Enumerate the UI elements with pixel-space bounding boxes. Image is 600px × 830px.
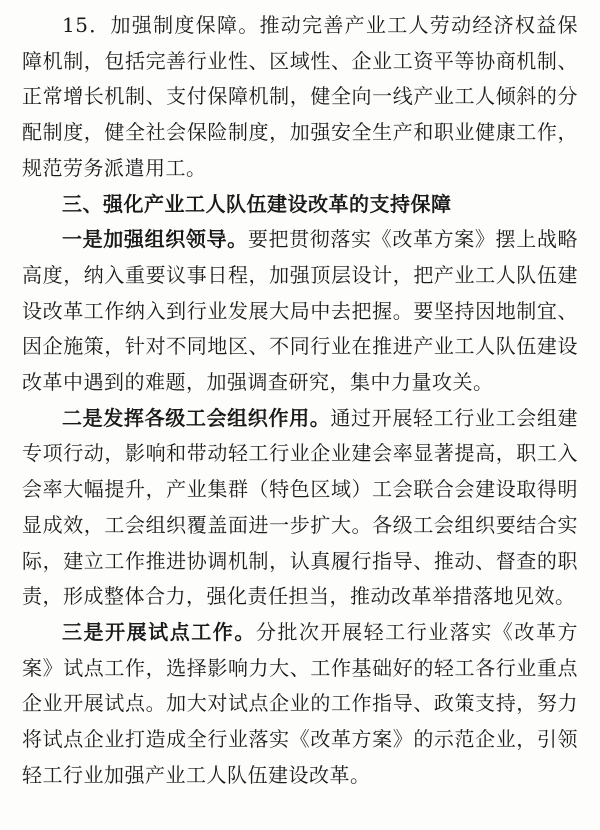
section-3-item-2: [22, 401, 578, 615]
paragraph-15: [22, 8, 578, 187]
section-3-item-3: [22, 615, 578, 794]
section-3-heading-text: 三、强化产业工人队伍建设改革的支持保障: [62, 191, 452, 216]
section-3-item-1: [22, 222, 578, 401]
section-3-heading: [22, 187, 578, 223]
item-1-lead: 一是加强组织领导。: [62, 227, 248, 252]
item-1-body: 要把贯彻落实《改革方案》摆上战略高度，纳入重要议事日程，加强顶层设计，把产业工人队伍建设改革工作纳入到行业发展大局中去把握。要坚持因地制宜、因企施策，针对不同地区、不同行业在推进产业工人队伍建设改革中遇到的难题，加强调查研究，集中力量攻关。: [22, 227, 578, 395]
item-3-lead: 三是开展试点工作。: [62, 619, 256, 644]
item-3-body: 分批次开展轻工行业落实《改革方案》试点工作，选择影响力大、工作基础好的轻工各行业重点企业开展试点。加大对试点企业的工作指导、政策支持，努力将试点企业打造成全行业落实《改革方案》的示范企业，引领轻工行业加强产业工人队伍建设改革。: [22, 619, 579, 787]
paragraph-15-text: 15．加强制度保障。推动完善产业工人劳动经济权益保障机制，包括完善行业性、区域性、企业工资平等协商机制、正常增长机制、支付保障机制，健全向一线产业工人倾斜的分配制度，健全社会保险制度，加强安全生产和职业健康工作，规范劳务派遣用工。: [22, 13, 578, 180]
item-2-lead: 二是发挥各级工会组织作用。: [62, 405, 331, 430]
item-2-body: 通过开展轻工行业工会组建专项行动，影响和带动轻工行业企业建会率显著提高，职工入会率大幅提升，产业集群（特色区域）工会联合会建设取得明显成效，工会组织覆盖面进一步扩大。各级工会组织要结合实际，建立工作推进协调机制，认真履行指导、推动、督查的职责，形成整体合力，强化责任担当，推动改革举措落地见效。: [22, 405, 579, 609]
